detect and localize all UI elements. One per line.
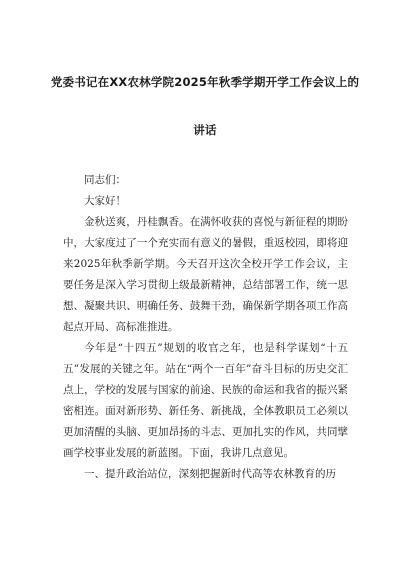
paragraph-section-one: 一、提升政治站位，深刻把握新时代高等农林教育的历	[84, 468, 336, 480]
paragraph-context: 今年是“十四五”规划的收官之年，也是科学谋划“十五五”发展的关键之年。站在“两个一百年”奋斗目标的历史交汇点上，学校的发展与国家的前途、民族的命运和我省的振兴紧密相连。面对新形势、新任务、新挑战，全体教职员工必须以更加清醒的头脑、更加昂扬的斗志、更加扎实的作风，共同擘画学校事业发展的新蓝图。下面，我讲几点意见。	[63, 342, 348, 459]
document-body	[63, 170, 348, 485]
document-title-line2: 讲话	[193, 123, 217, 137]
salutation-greeting: 大家好！	[84, 195, 126, 207]
salutation-comrades: 同志们：	[84, 174, 126, 186]
document-title-line1: 党委书记在XX农林学院2025年秋季学期开学工作会议上的	[50, 75, 360, 89]
paragraph-opening: 金秋送爽，丹桂飘香。在满怀收获的喜悦与新征程的期盼中，大家度过了一个充实而有意义的暑假，重返校园，即将迎来2025年秋季新学期。今天召开这次全校开学工作会议，主要任务是深入学习贯彻上级最新精神，总结部署工作，统一思想、凝聚共识、明确任务、鼓舞干劲，确保新学期各项工作高起点开局、高标准推进。	[63, 216, 348, 333]
